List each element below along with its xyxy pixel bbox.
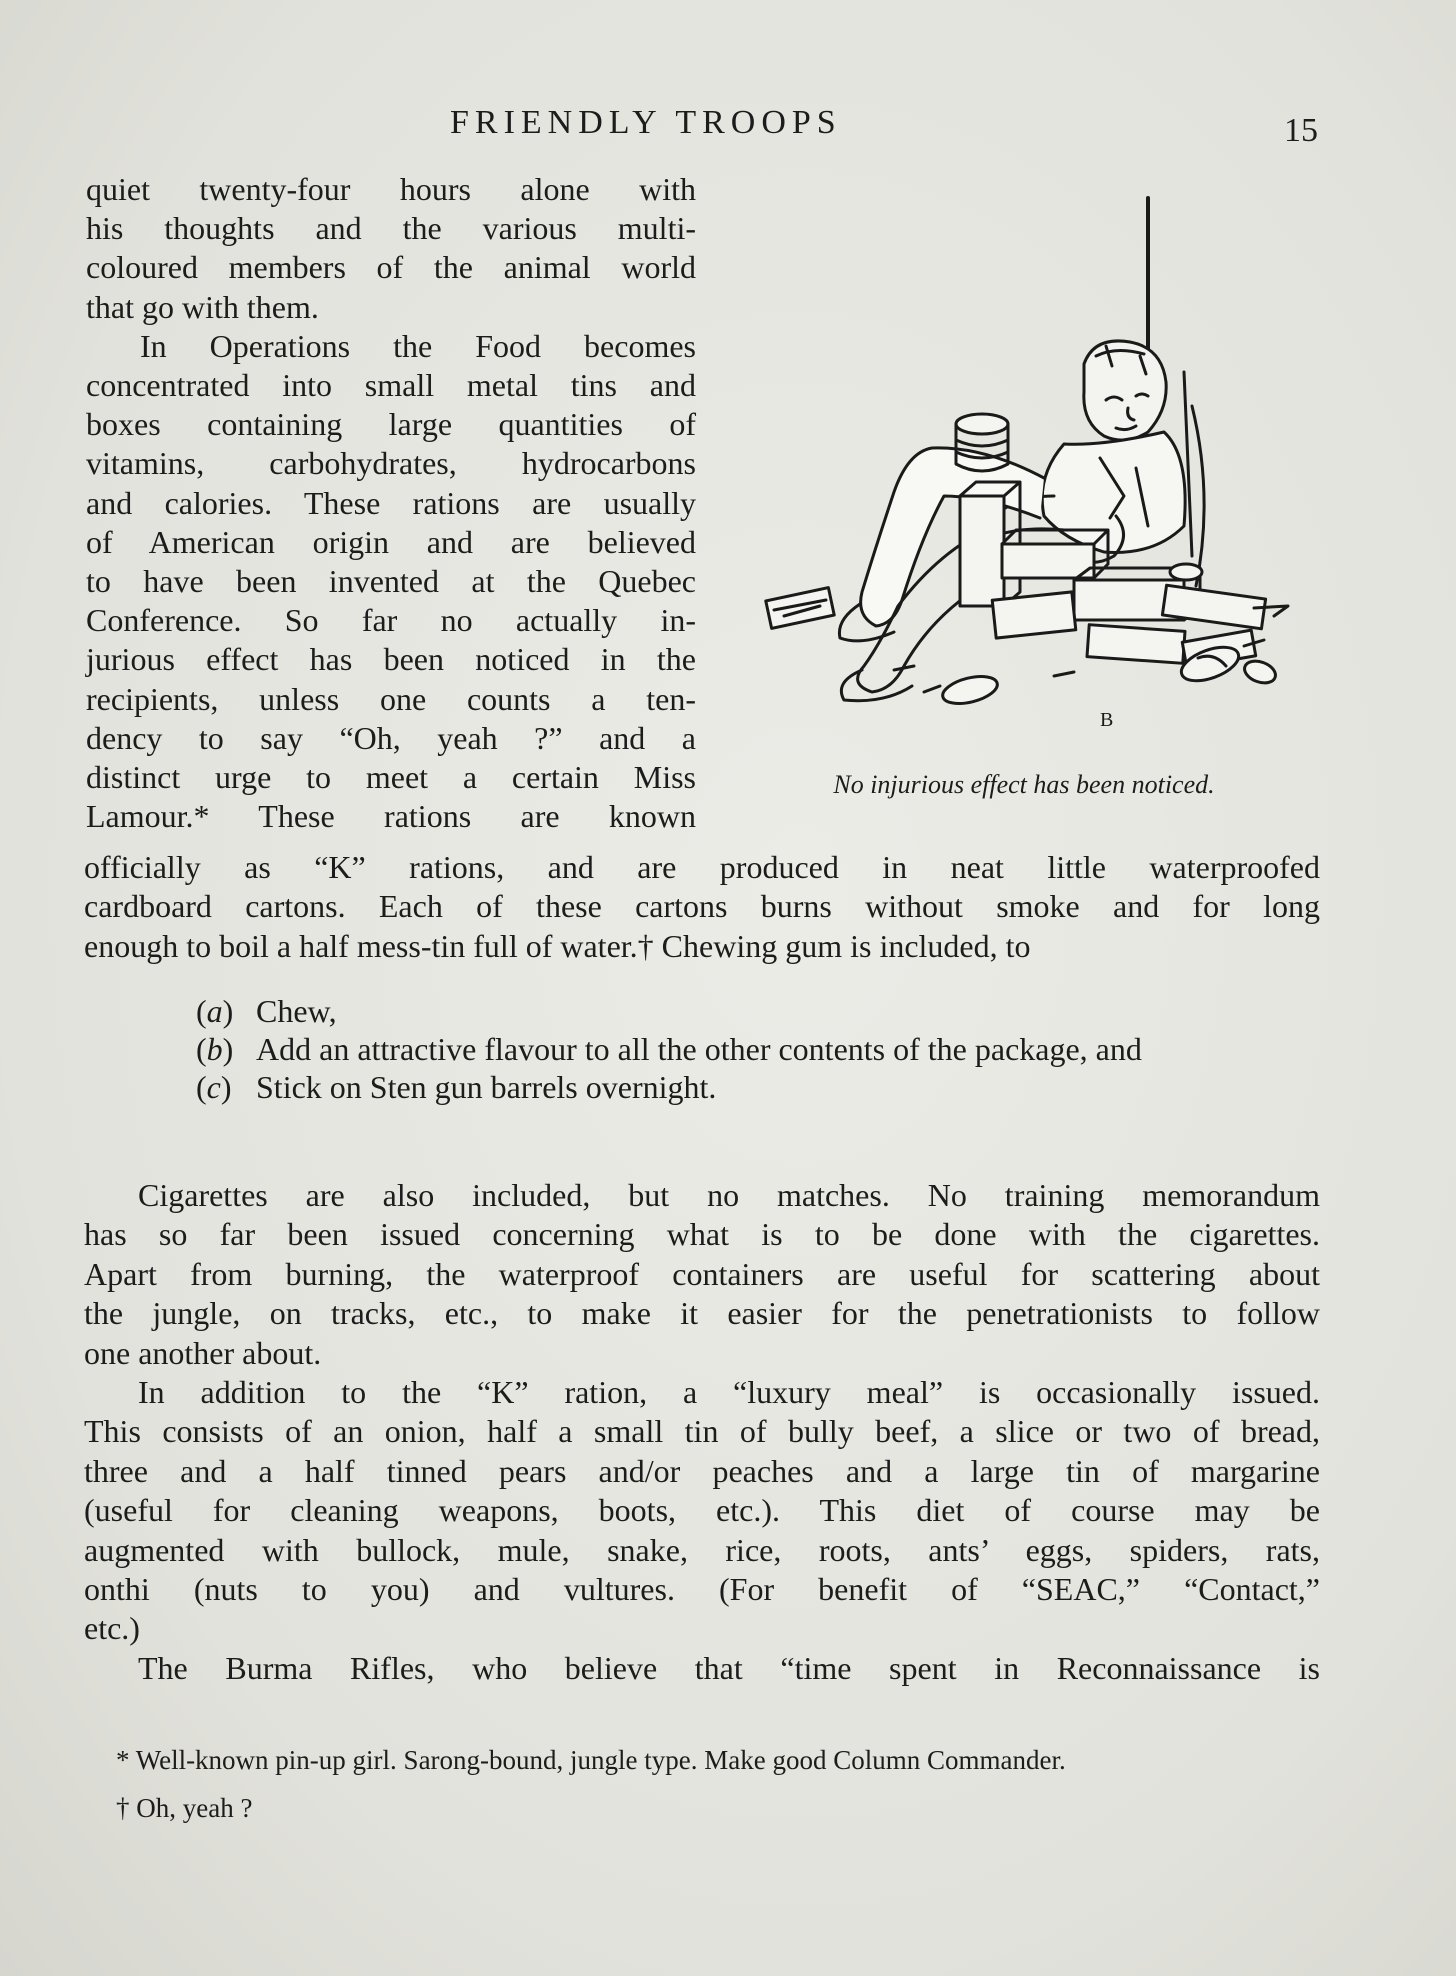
footnote-dagger: † Oh, yeah ?	[116, 1793, 253, 1823]
illustration-caption: No injurious effect has been noticed.	[833, 770, 1215, 799]
text-line: etc.)	[84, 1610, 140, 1647]
column-text-block	[86, 170, 696, 836]
text-line: Apart from burning, the waterproof containers are useful for scattering about	[84, 1255, 1320, 1292]
paragraph-continuation	[84, 848, 1320, 966]
text-line: of American origin and are believed	[86, 523, 696, 560]
text-line: quiet twenty-four hours alone with	[86, 171, 696, 207]
list-item-text: Add an attractive flavour to all the other contents of the package, and	[256, 1031, 1142, 1067]
text-line: cardboard cartons. Each of these cartons burns without smoke and for long	[84, 888, 1320, 925]
text-line: and calories. These rations are usually	[86, 484, 696, 521]
list-item	[196, 1068, 1320, 1106]
running-title: FRIENDLY TROOPS	[450, 104, 842, 141]
text-line: coloured members of the animal world	[86, 249, 696, 286]
text-line: In Operations the Food becomes	[140, 327, 696, 364]
list-marker: (c)	[196, 1069, 232, 1105]
text-line: officially as “K” rations, and are produced in neat little waterproofed	[84, 849, 1320, 885]
text-line: dency to say “Oh, yeah ?” and a	[86, 719, 696, 756]
text-line: to have been invented at the Quebec	[86, 563, 696, 600]
list-item-text: Stick on Sten gun barrels overnight.	[256, 1069, 717, 1105]
text-line: his thoughts and the various multi-	[86, 210, 696, 247]
text-line: onthi (nuts to you) and vultures. (For benefit of “SEAC,” “Contact,”	[84, 1571, 1320, 1608]
soldier-illustration	[744, 196, 1304, 736]
ration-gum-list	[196, 992, 1320, 1106]
text-line: recipients, unless one counts a ten-	[86, 680, 696, 717]
footnote-asterisk: * Well-known pin-up girl. Sarong-bound, jungle type. Make good Column Commander.	[116, 1745, 1066, 1775]
text-line: augmented with bullock, mule, snake, rice, roots, ants’ eggs, spiders, rats,	[84, 1531, 1320, 1568]
list-item	[196, 992, 1320, 1030]
text-line: concentrated into small metal tins and	[86, 367, 696, 404]
text-line: Cigarettes are also included, but no matches. No training memorandum	[138, 1177, 1320, 1213]
text-line: the jungle, on tracks, etc., to make it easier for the penetrationists to follow	[84, 1295, 1320, 1332]
text-line: Conference. So far no actually in-	[86, 602, 696, 639]
text-line: In addition to the “K” ration, a “luxury meal” is occasionally issued.	[138, 1374, 1320, 1411]
text-line: that go with them.	[86, 288, 319, 325]
list-item-text: Chew,	[256, 993, 337, 1029]
text-line: enough to boil a half mess-tin full of water.† Chewing gum is included, to	[84, 927, 1031, 964]
text-line: This consists of an onion, half a small tin of bully beef, a slice or two of bread,	[84, 1413, 1320, 1450]
page-number: 15	[1284, 112, 1318, 149]
text-line: (useful for cleaning weapons, boots, etc.). This diet of course may be	[84, 1492, 1320, 1529]
text-line: one another about.	[84, 1334, 322, 1371]
list-item	[196, 1030, 1320, 1068]
text-line: Lamour.* These rations are known	[86, 798, 696, 835]
list-marker: (b)	[196, 1031, 234, 1067]
text-line: The Burma Rifles, who believe that “time spent in Reconnaissance is	[138, 1649, 1320, 1686]
artist-signature: B	[1100, 709, 1114, 731]
text-line: distinct urge to meet a certain Miss	[86, 759, 696, 796]
text-line: boxes containing large quantities of	[86, 406, 696, 443]
text-line: three and a half tinned pears and/or peaches and a large tin of margarine	[84, 1452, 1320, 1489]
footnotes	[116, 1736, 1316, 1832]
text-line: has so far been issued concerning what is to be done with the cigarettes.	[84, 1216, 1320, 1253]
text-line: jurious effect has been noticed in the	[86, 641, 696, 678]
body-text-block	[84, 1176, 1320, 1688]
text-line: vitamins, carbohydrates, hydrocarbons	[86, 445, 696, 482]
list-marker: (a)	[196, 993, 234, 1029]
